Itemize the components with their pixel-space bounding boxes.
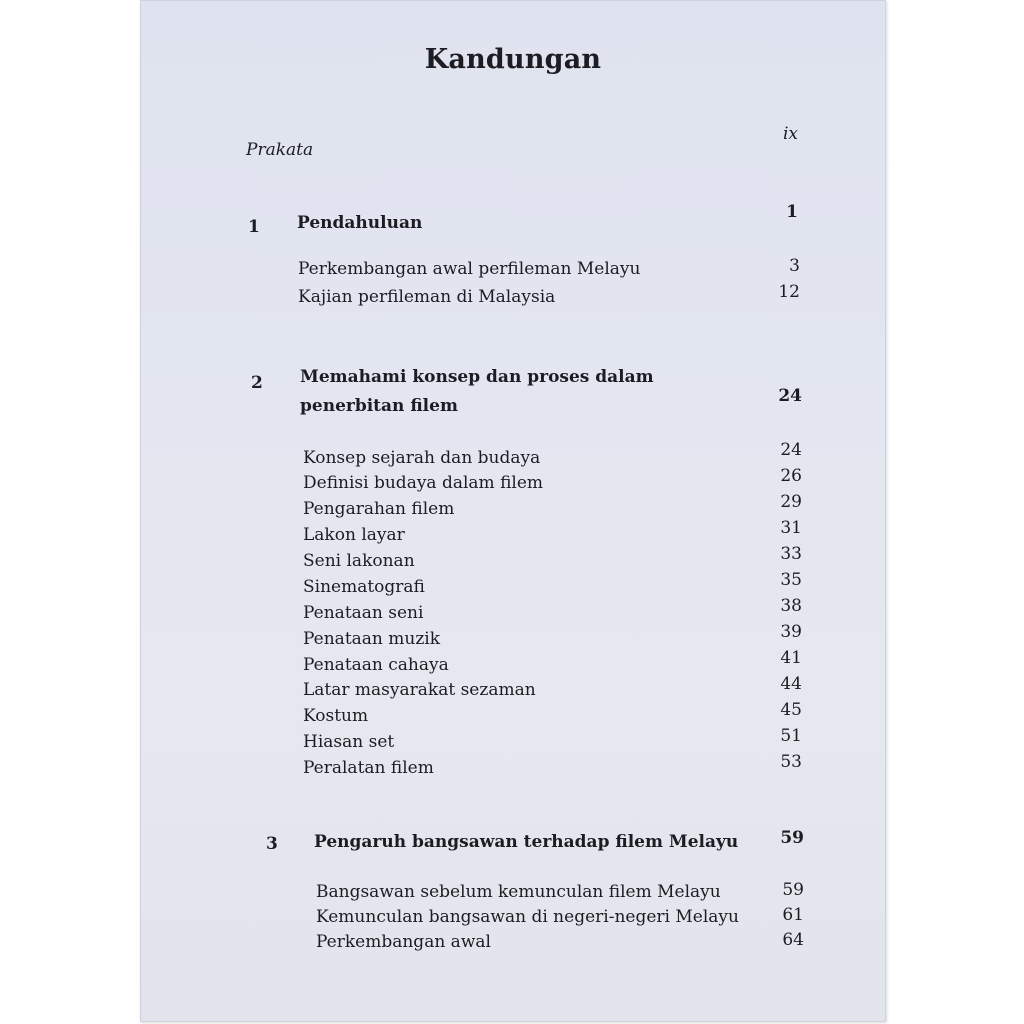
toc-entry: Sinematografi [303, 577, 425, 597]
chapter-3-number: 3 [266, 834, 278, 854]
toc-entry: Perkembangan awal [316, 932, 491, 952]
toc-entry: Penataan seni [303, 603, 424, 623]
toc-entry-page: 26 [780, 466, 802, 486]
page-title: Kandungan [424, 44, 602, 75]
book-page [140, 0, 886, 1022]
toc-entry-page: 33 [780, 544, 802, 564]
preface-page: ix [782, 124, 798, 144]
toc-entry: Penataan muzik [303, 629, 441, 649]
toc-entry-page: 51 [780, 726, 802, 746]
toc-entry-page: 53 [780, 752, 802, 772]
toc-entry: Latar masyarakat sezaman [303, 680, 536, 700]
chapter-1-number: 1 [248, 217, 260, 237]
toc-entry-page: 35 [780, 570, 802, 590]
toc-entry: Bangsawan sebelum kemunculan filem Melayu [316, 882, 721, 902]
toc-entry-page: 39 [780, 622, 802, 642]
toc-entry-page: 61 [782, 905, 804, 925]
toc-entry: Kajian perfileman di Malaysia [298, 287, 556, 307]
toc-entry-page: 45 [780, 700, 802, 720]
toc-entry-page: 31 [780, 518, 802, 538]
toc-entry-page: 41 [780, 648, 802, 668]
toc-entry: Pengarahan filem [303, 499, 455, 519]
toc-entry-page: 44 [780, 674, 802, 694]
toc-entry: Kostum [303, 706, 369, 726]
chapter-2-number: 2 [251, 373, 263, 393]
chapter-2-page: 24 [778, 386, 802, 406]
toc-entry: Perkembangan awal perfileman Melayu [298, 259, 641, 279]
chapter-1-page: 1 [786, 202, 798, 222]
toc-entry: Konsep sejarah dan budaya [303, 448, 541, 468]
toc-entry-page: 38 [780, 596, 802, 616]
toc-entry-page: 24 [780, 440, 802, 460]
chapter-3-page: 59 [780, 828, 804, 848]
toc-entry-page: 12 [778, 282, 800, 302]
toc-entry: Lakon layar [303, 525, 405, 545]
chapter-1-title: Pendahuluan [297, 213, 423, 233]
chapter-2-title-line1: Memahami konsep dan proses dalam [300, 367, 654, 387]
toc-entry: Definisi budaya dalam filem [303, 473, 544, 493]
toc-entry-page: 3 [789, 256, 800, 276]
chapter-3-title: Pengaruh bangsawan terhadap filem Melayu [314, 832, 739, 852]
toc-entry: Peralatan filem [303, 758, 434, 778]
toc-entry: Seni lakonan [303, 551, 415, 571]
toc-entry: Hiasan set [303, 732, 395, 752]
toc-entry-page: 64 [782, 930, 804, 950]
toc-entry: Penataan cahaya [303, 655, 449, 675]
toc-entry-page: 59 [782, 880, 804, 900]
toc-entry: Kemunculan bangsawan di negeri-negeri Melayu [316, 907, 739, 927]
chapter-2-title-line2: penerbitan filem [300, 396, 458, 416]
preface-label: Prakata [246, 140, 314, 160]
toc-entry-page: 29 [780, 492, 802, 512]
